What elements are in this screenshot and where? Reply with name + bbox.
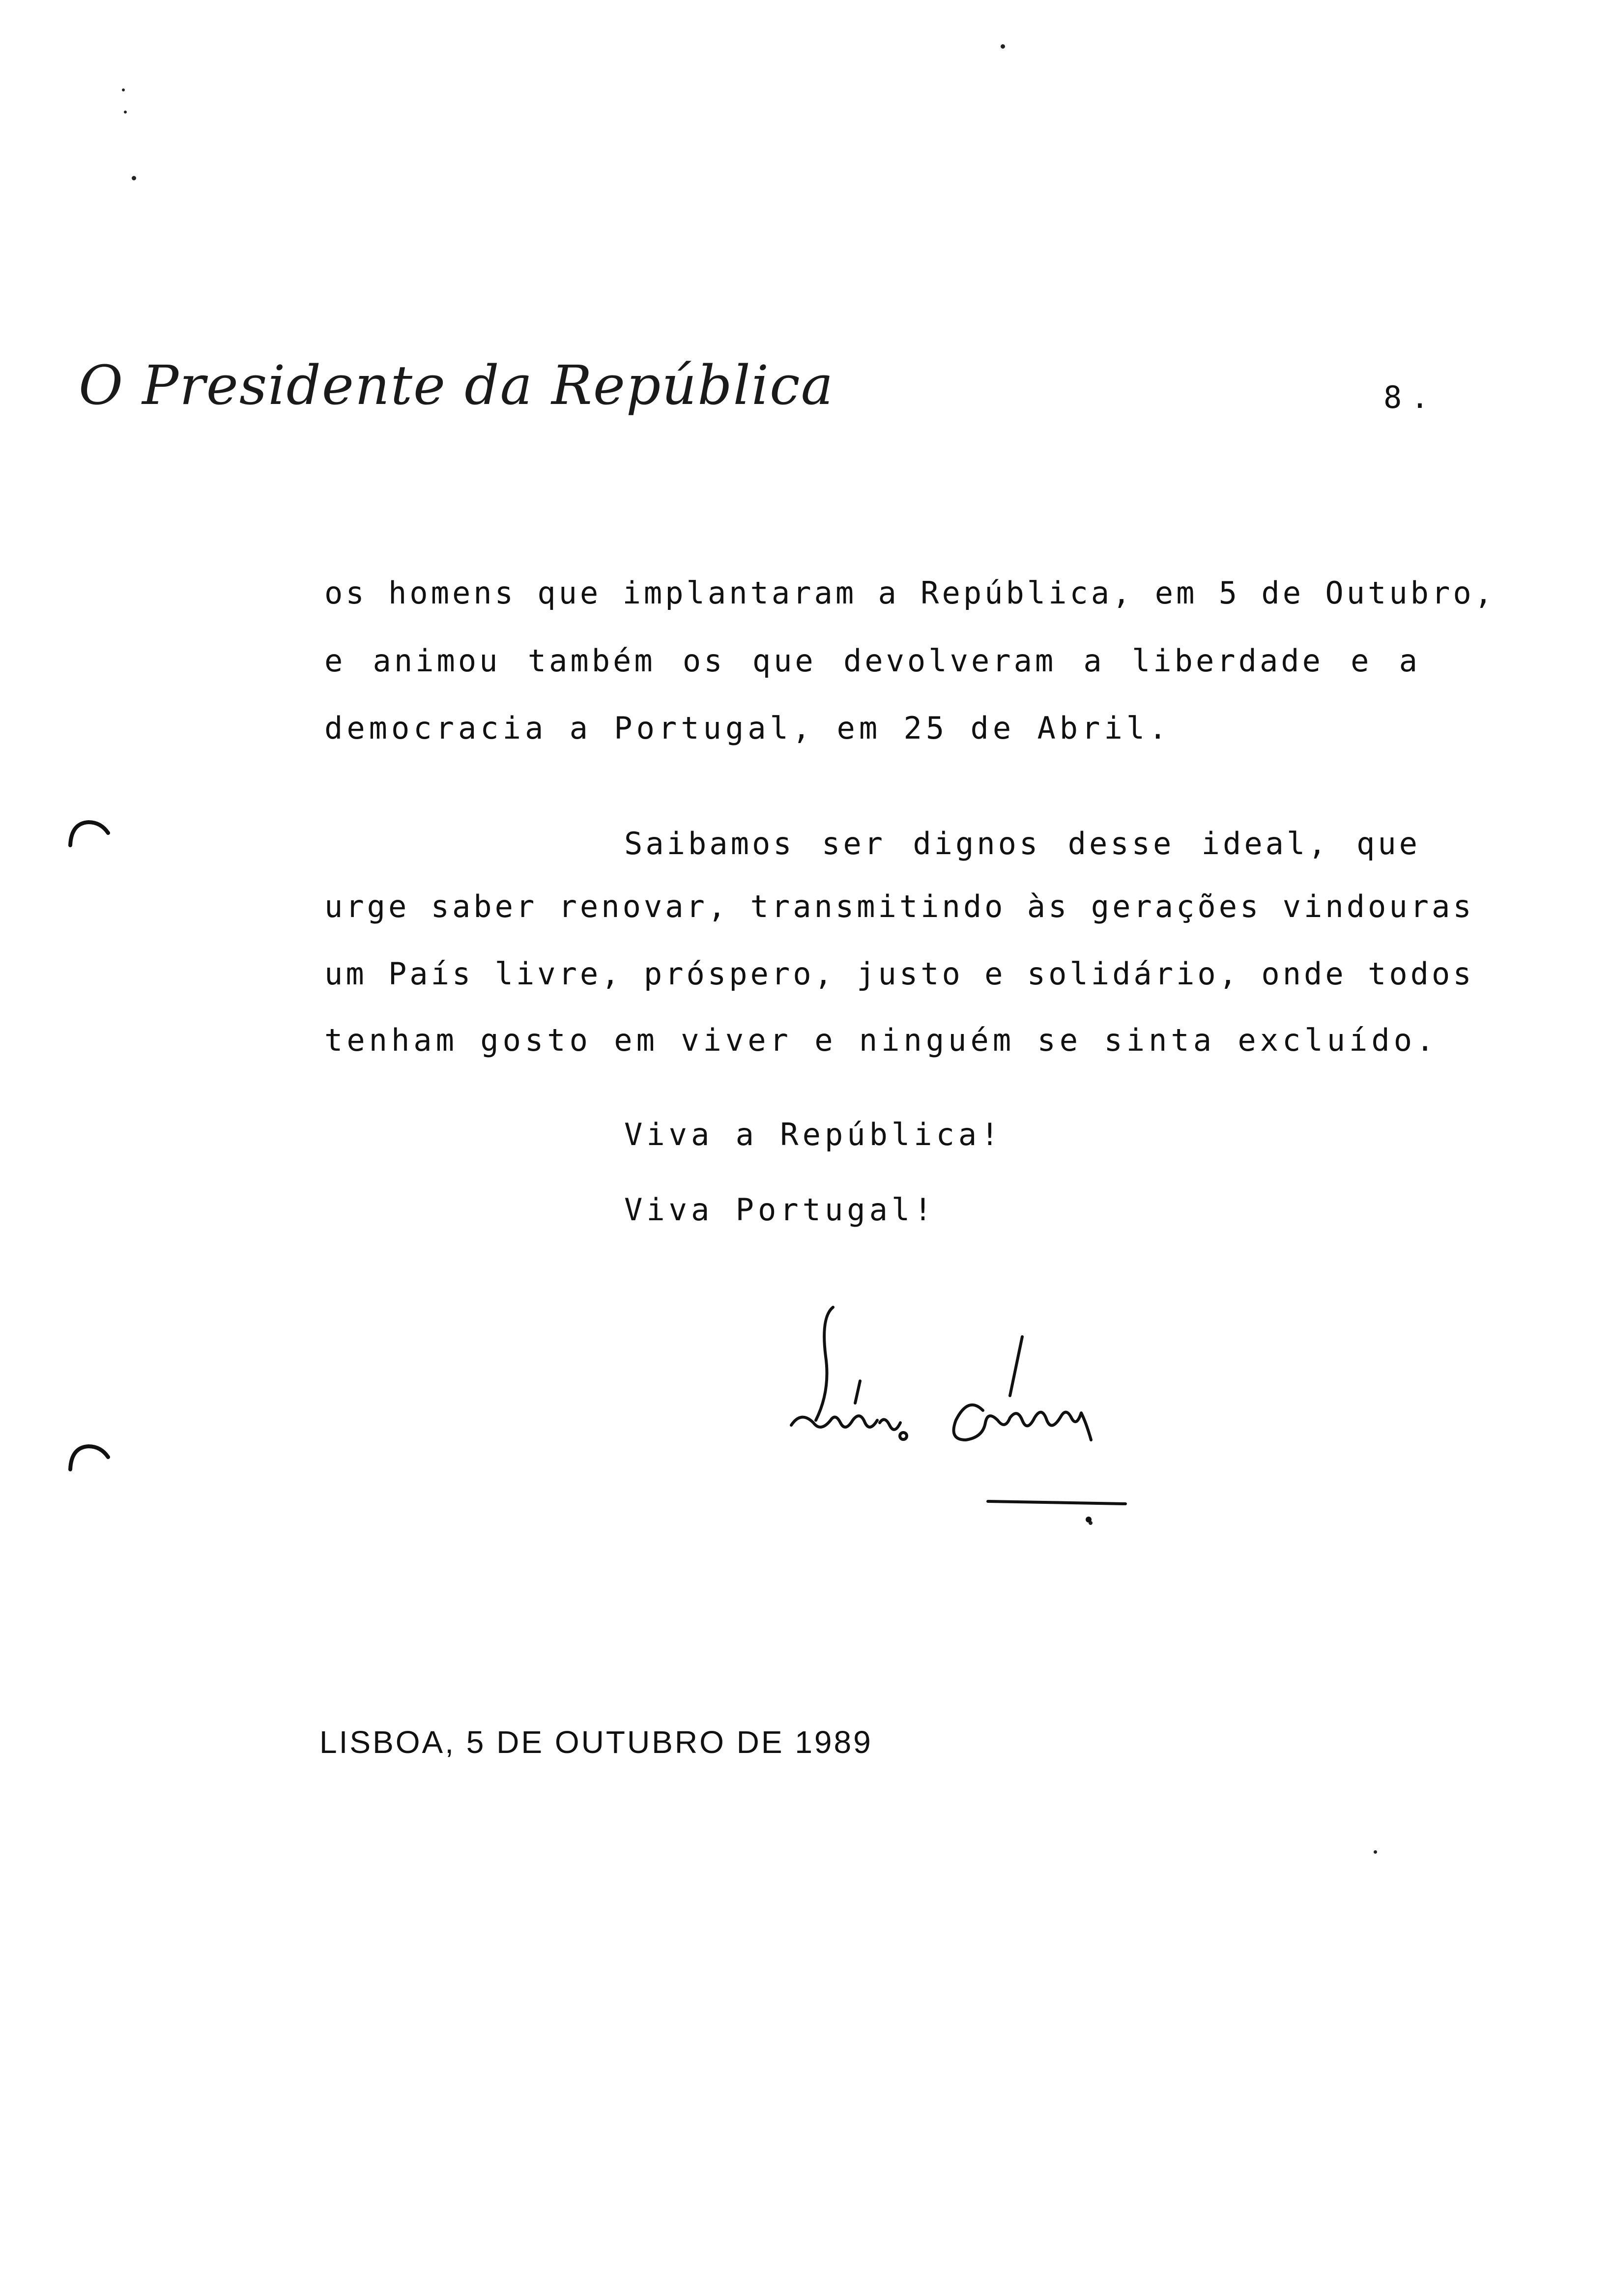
paragraph-line: e animou também os que devolveram a liberdade e a xyxy=(324,643,1420,679)
paragraph-line: um País livre, próspero, justo e solidário, onde todos xyxy=(324,956,1474,992)
scan-speck xyxy=(132,176,136,180)
paragraph-line: Saibamos ser dignos desse ideal, que xyxy=(624,826,1420,861)
closing-line: Viva Portugal! xyxy=(624,1192,936,1228)
paragraph-line: tenham gosto em viver e ninguém se sinta excluído. xyxy=(324,1022,1439,1058)
page-number: 8. xyxy=(1383,379,1438,415)
scan-speck xyxy=(1374,1850,1377,1854)
scan-speck xyxy=(1001,44,1005,49)
handwritten-signature xyxy=(786,1297,1130,1523)
letterhead-title: O Presidente da República xyxy=(79,354,835,417)
place-date: LISBOA, 5 DE OUTUBRO DE 1989 xyxy=(319,1724,873,1760)
scan-speck xyxy=(122,88,125,91)
closing-line: Viva a República! xyxy=(624,1117,1003,1152)
paragraph-line: urge saber renovar, transmitindo às gerações vindouras xyxy=(324,889,1474,924)
scan-speck xyxy=(124,111,127,114)
punch-hole-mark xyxy=(66,818,111,848)
paragraph-line: democracia a Portugal, em 25 de Abril. xyxy=(324,710,1171,746)
paragraph-line: os homens que implantaram a República, em 5 de Outubro, xyxy=(324,575,1496,611)
punch-hole-mark xyxy=(66,1442,111,1472)
